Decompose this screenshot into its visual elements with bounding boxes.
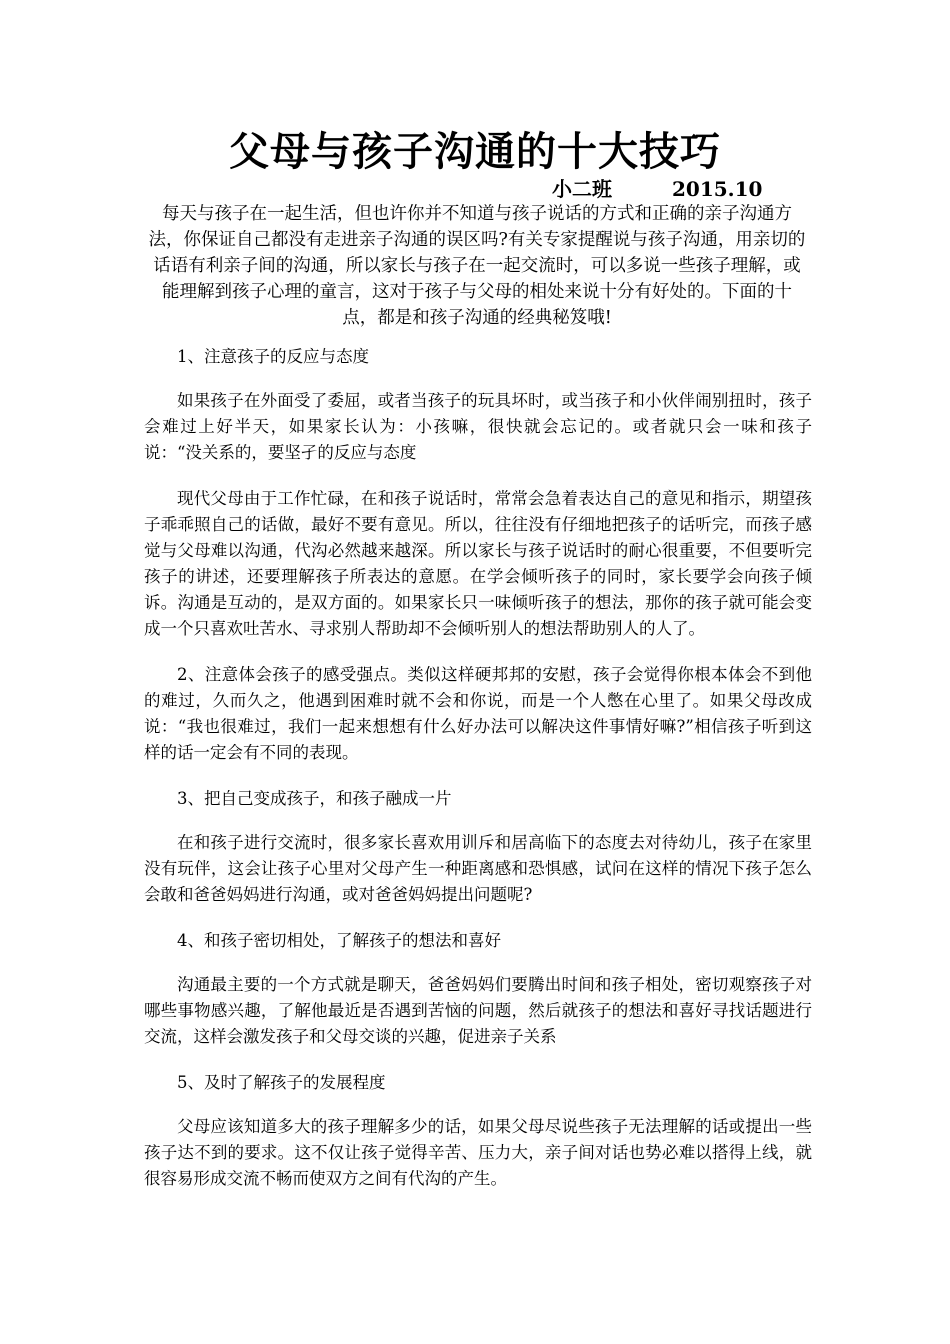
document-date: 2015.10	[672, 177, 763, 201]
body-paragraph: 现代父母由于工作忙碌，在和孩子说话时，常常会急着表达自己的意见和指示，期望孩子乖乖照自己的话做，最好不要有意见。所以，往往没有仔细地把孩子的话听完，而孩子感觉与父母难以沟通，代沟必然越来越深。所以家长与孩子说话时的耐心很重要，不但要听完孩子的讲述，还要理解孩子所表达的意愿。在学会倾听孩子的同时，家长要学会向孩子倾诉。沟通是互动的，是双方面的。如果家长只一味倾听孩子的想法，那你的孩子就可能会变成一个只喜欢吐苦水、寻求别人帮助却不会倾听别人的想法帮助别人的人了。	[144, 489, 812, 638]
class-name: 小二班	[552, 177, 612, 201]
body-paragraph: 2、注意体会孩子的感受强点。类似这样硬邦邦的安慰，孩子会觉得你根本体会不到他的难过，久而久之，他遇到困难时就不会和你说，而是一个人憋在心里了。如果父母改成说：“我也很难过，我们一起来想想有什么好办法可以解决这件事情好嘛?”相信孩子听到这样的话一定会有不同的表现。	[144, 665, 812, 762]
section-heading-5: 5、及时了解孩子的发展程度	[177, 1073, 386, 1092]
section-heading-4: 4、和孩子密切相处，了解孩子的想法和喜好	[177, 931, 501, 950]
body-paragraph: 在和孩子进行交流时，很多家长喜欢用训斥和居高临下的态度去对待幼儿，孩子在家里没有玩伴，这会让孩子心里对父母产生一种距离感和恐惧感，试问在这样的情况下孩子怎么会敢和爸爸妈妈进行沟通，或对爸爸妈妈提出问题呢?	[144, 833, 812, 904]
document-meta	[552, 175, 762, 203]
body-paragraph: 如果孩子在外面受了委屈，或者当孩子的玩具坏时，或当孩子和小伙伴闹别扭时，孩子会难过上好半天，如果家长认为：小孩嘛，很快就会忘记的。或者就只会一味和孩子说：“没关系的，要坚孑的反应与态度	[144, 391, 812, 462]
section-heading-1: 1、注意孩子的反应与态度	[177, 347, 369, 366]
document-body	[144, 344, 812, 1212]
intro-paragraph: 每天与孩子在一起生活，但也许你并不知道与孩子说话的方式和正确的亲子沟通方法，你保证自己都没有走进亲子沟通的误区吗?有关专家提醒说与孩子沟通，用亲切的话语有利亲子间的沟通，所以家长与孩子在一起交流时，可以多说一些孩子理解，或能理解到孩子心理的童言，这对于孩子与父母的相处来说十分有好处的。下面的十点，都是和孩子沟通的经典秘笈哦!	[148, 204, 806, 328]
body-paragraph: 父母应该知道多大的孩子理解多少的话，如果父母尽说些孩子无法理解的话或提出一些孩子达不到的要求。这不仅让孩子觉得辛苦、压力大，亲子间对话也势必难以搭得上线，就很容易形成交流不畅而使双方之间有代沟的产生。	[144, 1117, 812, 1188]
section-heading-3: 3、把自己变成孩子，和孩子融成一片	[177, 789, 452, 808]
document-title: 父母与孩子沟通的十大技巧	[229, 128, 721, 175]
body-paragraph: 沟通最主要的一个方式就是聊天，爸爸妈妈们要腾出时间和孩子相处，密切观察孩子对哪些事物感兴趣，了解他最近是否遇到苦恼的问题，然后就孩子的想法和喜好寻找话题进行交流，这样会激发孩子和父母交谈的兴趣，促进亲子关系	[144, 975, 812, 1046]
